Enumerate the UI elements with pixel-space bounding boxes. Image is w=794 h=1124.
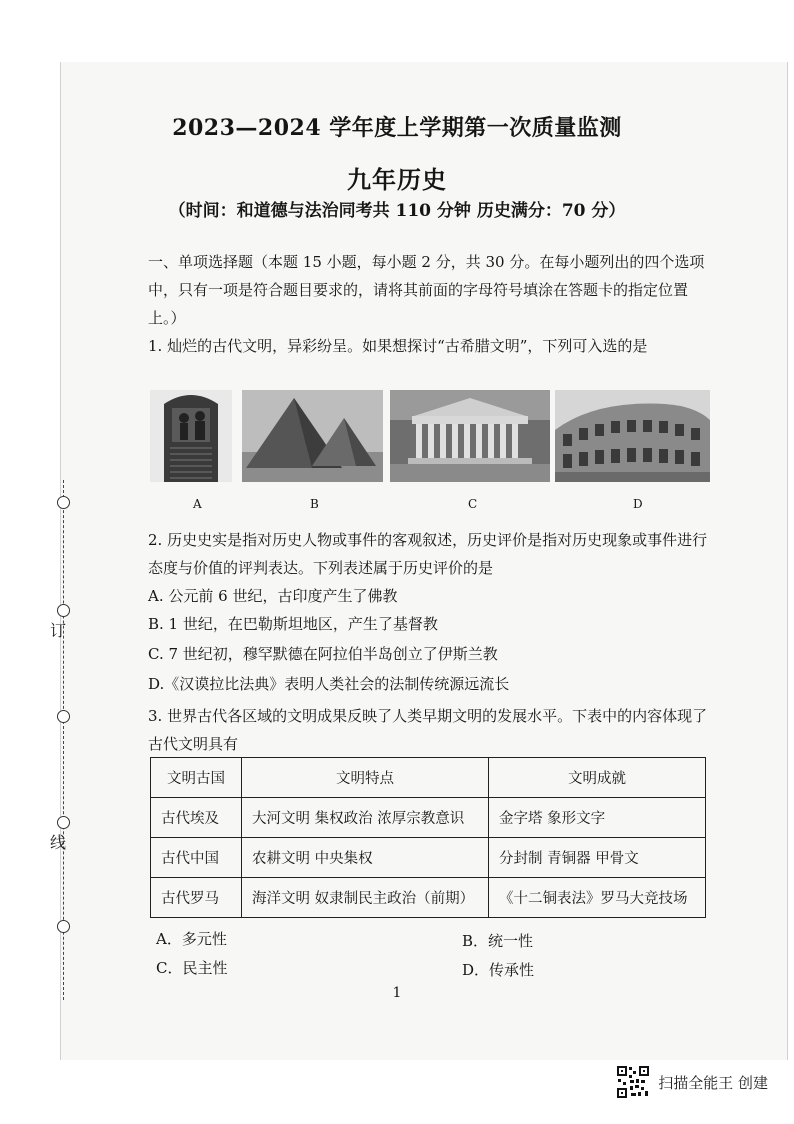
exam-subject: 九年历史	[347, 165, 447, 194]
q1-image-b-pyramids	[242, 390, 383, 482]
q1-image-a-stele	[150, 390, 232, 482]
q3-civilization-table	[150, 757, 706, 918]
q2-option-a: A. 公元前 6 世纪，古印度产生了佛教	[148, 587, 398, 605]
exam-title: 2023—2024 学年度上学期第一次质量监测	[172, 115, 622, 141]
table-row	[151, 798, 706, 838]
table-header-row	[151, 758, 706, 798]
section1-heading: 一、单项选择题（本题 15 小题，每小题 2 分，共 30 分。在每小题列出的四个选项中，只有一项是符合题目要求的，请将其前面的字母符号填涂在答题卡的指定位置上。）	[148, 253, 705, 327]
binding-hole	[57, 604, 70, 617]
q1-image-d-colosseum	[555, 390, 710, 482]
table-cell: 农耕文明 中央集权	[242, 838, 489, 878]
binding-hole	[57, 920, 70, 933]
binding-hole	[57, 816, 70, 829]
binding-margin	[50, 400, 78, 1000]
q3-option-a: A．多元性	[156, 930, 227, 948]
q1-label-c: C	[468, 497, 478, 511]
table-cell: 古代埃及	[151, 798, 242, 838]
q2-stem: 2. 历史史实是指对历史人物或事件的客观叙述，历史评价是指对历史现象或事件进行态度与价值的评判表达。下列表述属于历史评价的是	[148, 531, 708, 577]
q1-label-b: B	[310, 497, 319, 511]
scanner-watermark	[616, 1062, 768, 1102]
page-number: 1	[392, 985, 402, 1001]
table-cell: 分封制 青铜器 甲骨文	[489, 838, 706, 878]
table-cell: 海洋文明 奴隶制民主政治（前期）	[242, 878, 489, 918]
q2-option-c: C. 7 世纪初，穆罕默德在阿拉伯半岛创立了伊斯兰教	[148, 645, 498, 663]
q3-option-d: D．传承性	[462, 961, 535, 979]
table-cell: 金字塔 象形文字	[489, 798, 706, 838]
table-cell: 《十二铜表法》罗马大竞技场	[489, 878, 706, 918]
q2-option-b: B. 1 世纪，在巴勒斯坦地区，产生了基督教	[148, 615, 438, 633]
q1-images	[150, 390, 710, 485]
qr-code-icon	[616, 1065, 650, 1099]
table-row	[151, 878, 706, 918]
table-cell: 古代中国	[151, 838, 242, 878]
q3-option-b: B．统一性	[462, 932, 534, 950]
exam-time-info: （时间：和道德与法治同考共 110 分钟 历史满分：70 分）	[168, 201, 626, 221]
q1-label-a: A	[193, 497, 202, 511]
table-row	[151, 838, 706, 878]
q1-image-c-parthenon	[390, 390, 550, 482]
q2-option-d: D.《汉谟拉比法典》表明人类社会的法制传统源远流长	[148, 675, 510, 693]
table-cell: 古代罗马	[151, 878, 242, 918]
binding-char-ding: 订	[50, 621, 67, 640]
table-header-cell: 文明成就	[489, 758, 706, 798]
q3-stem: 3. 世界古代各区域的文明成果反映了人类早期文明的发展水平。下表中的内容体现了古代文明具有	[148, 707, 708, 753]
q1-label-d: D	[633, 497, 643, 511]
table-cell: 大河文明 集权政治 浓厚宗教意识	[242, 798, 489, 838]
binding-hole	[57, 496, 70, 509]
table-header-cell: 文明特点	[242, 758, 489, 798]
binding-hole	[57, 710, 70, 723]
binding-char-xian: 线	[50, 833, 67, 852]
q3-option-c: C．民主性	[156, 959, 228, 977]
q1-stem: 1. 灿烂的古代文明，异彩纷呈。如果想探讨“古希腊文明”，下列可入选的是	[148, 337, 648, 355]
scanner-watermark-text: 扫描全能王 创建	[658, 1073, 768, 1092]
table-header-cell: 文明古国	[151, 758, 242, 798]
